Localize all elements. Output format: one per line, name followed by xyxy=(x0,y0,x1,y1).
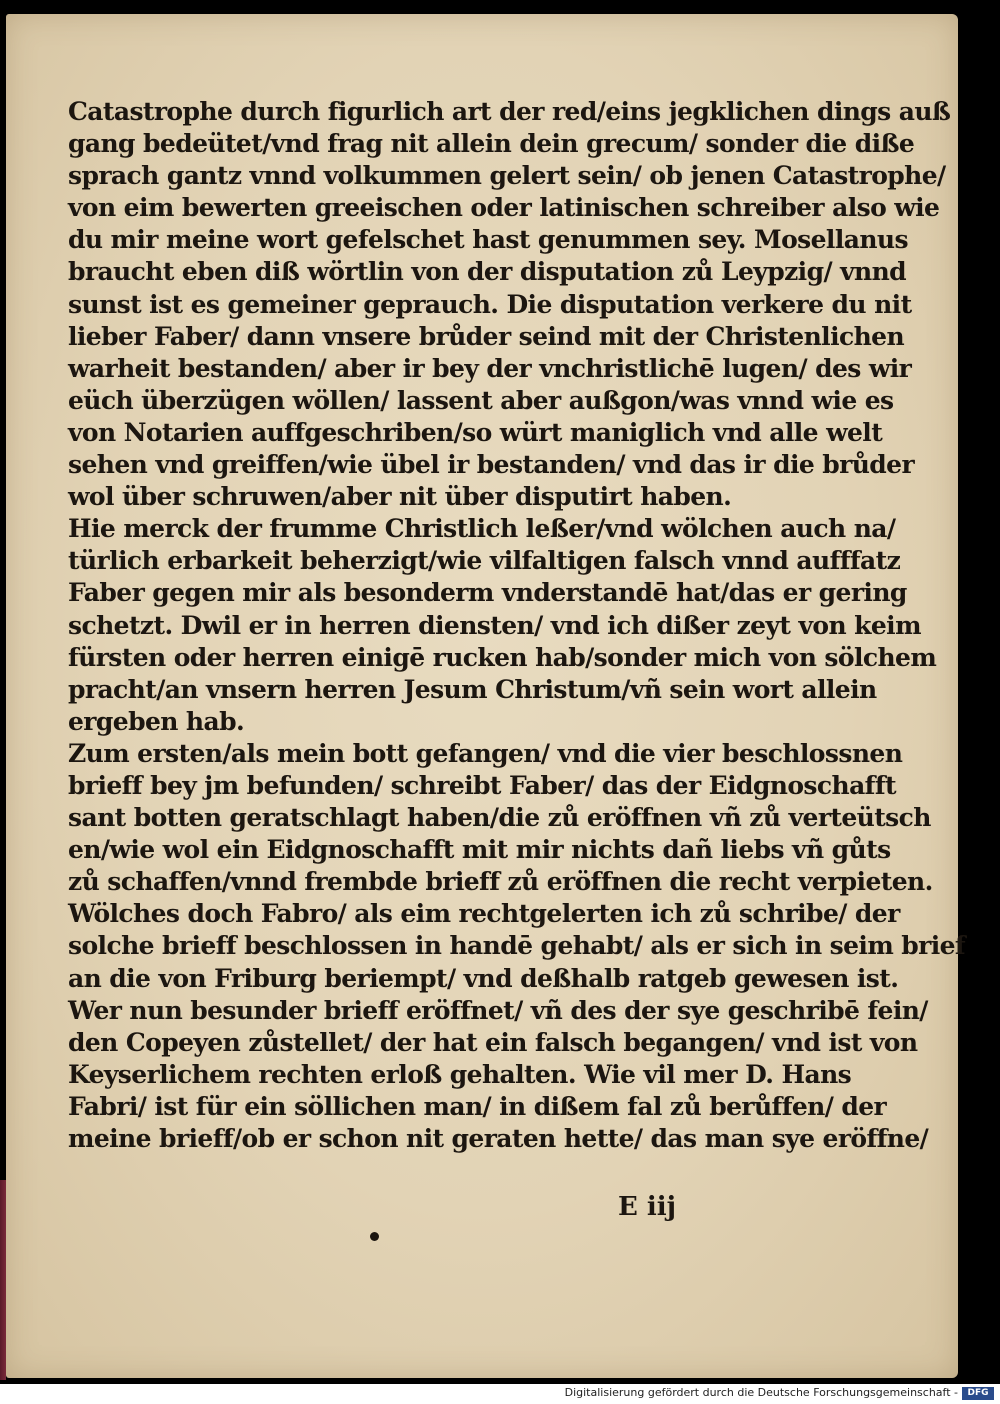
text-line: zů schaffen/vnnd frembde brieff zů eröffnen die recht verpieten. xyxy=(68,867,933,897)
text-line: Catastrophe durch figurlich art der red/eins jegklichen dings auß xyxy=(68,97,951,126)
text-line: Hie merck der frumme Christlich leßer/vnd wölchen auch na/ xyxy=(68,514,896,544)
text-line: brieff bey jm befunden/ schreibt Faber/ das der Eidgnoschafft xyxy=(68,770,896,800)
text-line: sprach gantz vnnd volkummen gelert sein/ ob jenen Catastrophe/ xyxy=(68,161,946,191)
text-line: solche brieff beschlossen in handē gehabt/ als er sich in seim brief xyxy=(68,931,966,961)
text-line: en/wie wol ein Eidgnoschafft mit mir nichts dañ liebs vñ gůts xyxy=(68,835,891,865)
text-line: sant botten geratschlagt haben/die zů eröffnen vñ zů verteütsch xyxy=(68,803,931,833)
text-line: lieber Faber/ dann vnsere brůder seind mit der Christenlichen xyxy=(68,321,905,351)
text-line: meine brieff/ob er schon nit geraten hette/ das man sye eröffne/ xyxy=(68,1124,929,1153)
text-line: Faber gegen mir als besonderm vnderstandē hat/das er gering xyxy=(68,578,907,608)
signature-mark: E iij xyxy=(618,1192,677,1222)
text-line: den Copeyen zůstellet/ der hat ein falsch begangen/ vnd ist von xyxy=(68,1027,918,1057)
text-line: Wer nun besunder brieff eröffnet/ vñ des der sye geschribē fein/ xyxy=(68,995,928,1025)
text-line: Wölches doch Fabro/ als eim rechtgelerten ich zů schribe/ der xyxy=(68,899,900,929)
text-line: du mir meine wort gefelschet hast genummen sey. Mosellanus xyxy=(68,225,908,255)
text-line: Fabri/ ist für ein söllichen man/ in dißem fal zů berůffen/ der xyxy=(68,1091,887,1121)
text-line: Keyserlichem rechten erloß gehalten. Wie vil mer D. Hans xyxy=(68,1059,852,1089)
text-line: von eim bewerten greeischen oder latinischen schreiber also wie xyxy=(68,193,940,223)
footer-credit: Digitalisierung gefördert durch die Deutsche Forschungsgemeinschaft - xyxy=(564,1386,958,1399)
text-line: warheit bestanden/ aber ir bey der vnchristlichē lugen/ des wir xyxy=(68,353,912,383)
text-line: von Notarien auffgeschriben/so würt maniglich vnd alle welt xyxy=(68,417,883,447)
text-line: fürsten oder herren einigē rucken hab/sonder mich von sölchem xyxy=(68,642,937,672)
text-line: braucht eben diß wörtlin von der disputation zů Leypzig/ vnnd xyxy=(68,257,907,287)
dfg-logo: DFG xyxy=(962,1387,994,1400)
text-line: eüch überzügen wöllen/ lassent aber außgon/was vnnd wie es xyxy=(68,385,894,415)
text-line: sehen vnd greiffen/wie übel ir bestanden/ vnd das ir die brůder xyxy=(68,450,915,480)
text-line: wol über schruwen/aber nit über disputirt haben. xyxy=(68,482,732,512)
text-line: Zum ersten/als mein bott gefangen/ vnd die vier beschlossnen xyxy=(68,738,903,768)
text-line: schetzt. Dwil er in herren diensten/ vnd ich dißer zeyt von keim xyxy=(68,610,921,640)
ornament-dot xyxy=(370,1232,379,1241)
footer-bar xyxy=(0,1384,1000,1404)
scanned-page xyxy=(6,14,966,1378)
page-text-block xyxy=(68,96,966,1155)
text-line: türlich erbarkeit beherzigt/wie vilfaltigen falsch vnnd aufffatz xyxy=(68,546,901,576)
text-line: pracht/an vnsern herren Jesum Christum/vñ sein wort allein xyxy=(68,674,877,704)
text-line: gang bedeütet/vnd frag nit allein dein grecum/ sonder die diße xyxy=(68,129,915,159)
text-line: ergeben hab. xyxy=(68,706,245,736)
text-line: an die von Friburg beriempt/ vnd deßhalb ratgeb gewesen ist. xyxy=(68,963,899,993)
text-line: sunst ist es gemeiner geprauch. Die disputation verkere du nit xyxy=(68,289,912,319)
